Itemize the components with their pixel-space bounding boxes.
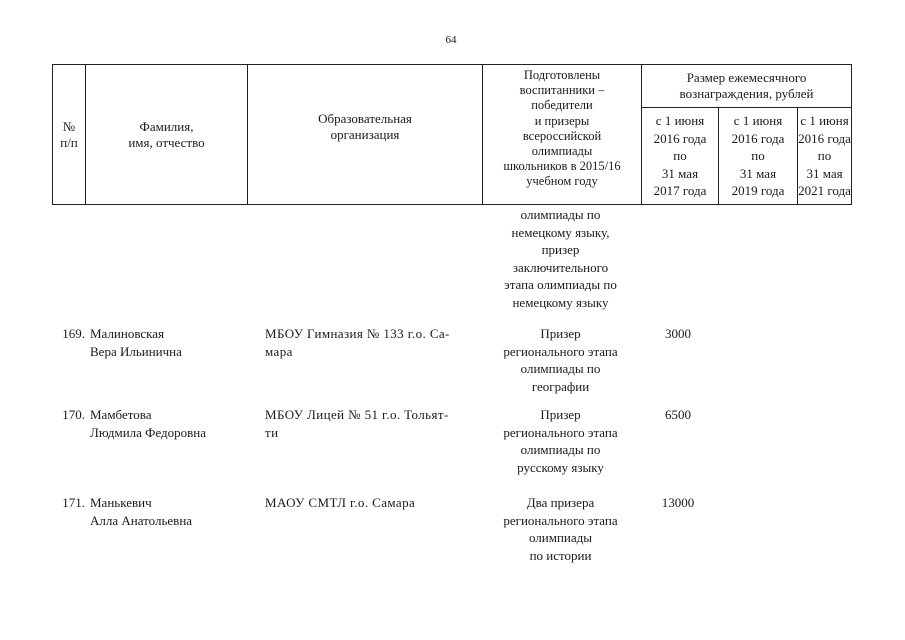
- row-award-amount: 3000: [665, 326, 691, 341]
- row-full-name: Малиновская Вера Ильинична: [90, 326, 182, 359]
- header-number: № п/п: [53, 65, 86, 205]
- row-achievement: Призер регионального этапа олимпиады по географии: [503, 326, 618, 394]
- header-full-name: Фамилия, имя, отчество: [86, 65, 248, 205]
- header-period-2019: с 1 июня 2016 года по 31 мая 2019 года: [719, 108, 798, 205]
- row-full-name: Манькевич Алла Анатольевна: [90, 495, 193, 528]
- row-award-amount: 6500: [665, 407, 691, 422]
- row-number: 171.: [62, 495, 85, 510]
- continued-achievement-text: олимпиады по немецкому языку, призер заключительного этапа олимпиады по немецкому языку: [504, 207, 617, 310]
- page-number: 64: [445, 34, 457, 46]
- header-prepared-students: Подготовлены воспитанники – победители и призеры всероссийской олимпиады школьников в 2015/16 учебном году: [483, 65, 642, 205]
- row-organization: МБОУ Гимназия № 133 г.о. Са- мара: [265, 326, 450, 359]
- header-period-2017: с 1 июня 2016 года по 31 мая 2017 года: [642, 108, 719, 205]
- header-period-2021: с 1 июня 2016 года по 31 мая 2021 года: [798, 108, 852, 205]
- row-number: 169.: [62, 326, 85, 341]
- row-number: 170.: [62, 407, 85, 422]
- row-organization: МАОУ СМТЛ г.о. Самара: [265, 495, 416, 510]
- row-achievement: Два призера регионального этапа олимпиады по истории: [503, 495, 618, 563]
- row-achievement: Призер регионального этапа олимпиады по русскому языку: [503, 407, 618, 475]
- header-award-size: Размер ежемесячного вознаграждения, рублей: [642, 65, 852, 108]
- row-organization: МБОУ Лицей № 51 г.о. Тольят- ти: [265, 407, 449, 440]
- row-full-name: Мамбетова Людмила Федоровна: [90, 407, 207, 440]
- header-organization: Образовательная организация: [248, 65, 483, 205]
- awards-table-header: [52, 64, 852, 205]
- row-award-amount: 13000: [661, 495, 695, 510]
